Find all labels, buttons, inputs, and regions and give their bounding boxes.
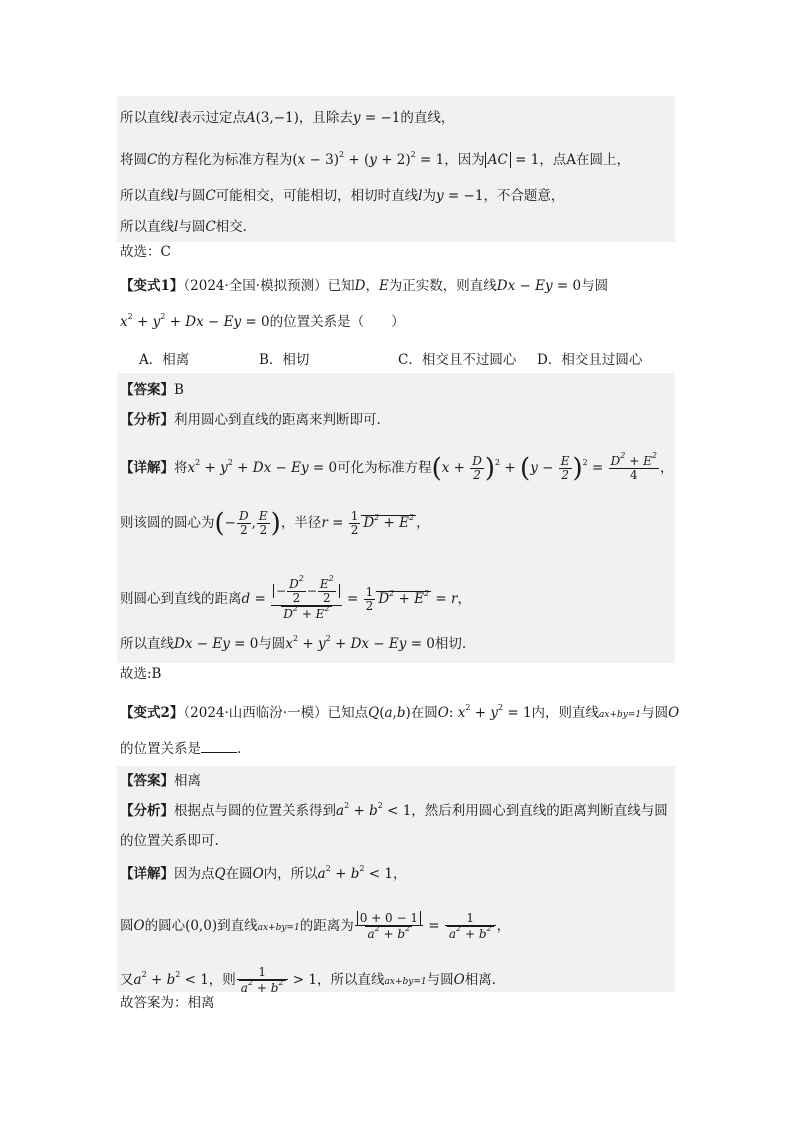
variant2-question-line-1: 【变式2】（2024·山西临汾·一模）已知点Q(a,b)在圆O: $x^2 + y^2 = 1$内，则直线ax+by=1与圆O [120,703,680,721]
variant1-question-line-2: $x^2 + y^2 + Dx - Ey = 0$的位置关系是（ ） [120,312,405,330]
option-d: D．相交且过圆心 [537,352,643,368]
variant1-detail-line-1: 【详解】将$x^2 + y^2 + Dx - Ey = 0$可化为标准方程(x + $\frac{D}{2}$ )$^2$ + (y − $\frac{E}{2}$ )$^2$ = $\frac{D^2 + E^2}{4}$ ， [120,451,674,484]
variant2-analysis-line-2: 的位置关系即可. [120,833,219,849]
variant2-detail-line-2: 圆O的圆心(0,0)到直线ax+by=1的距离为 $\frac{0 + 0 - 1}{a^2 + b^2}$ = $\frac{1}{a^2 + b^2}$ ， [120,911,511,941]
variant1-answer: 【答案】B [120,382,184,398]
variant2-detail-line-3: 又$a^2 + b^2 < 1$，则 $\frac{1}{a^2 + b^2}$ > 1，所以直线ax+by=1与圆O相离. [120,965,496,995]
final-answer: 故答案为：相离 [120,995,215,1011]
choice-2: 故选:B [120,666,162,682]
variant1-analysis: 【分析】利用圆心到直线的距离来判断即可. [120,412,381,428]
option-c: C．相交且不过圆心 [398,352,517,368]
option-a: A．相离 [139,352,190,368]
solution-line-2: 将圆C的方程化为标准方程为$(x - 3)^2 + (y + 2)^2 = 1$，因为 AC = 1，点A在圆上， [120,150,631,168]
variant2-question-line-2: 的位置关系是 . [120,741,242,757]
variant1-detail-line-3: 则圆心到直线的距离d = − $\frac{D^2}{2}$ − $\frac{E^2}{2}$ $D^2 + E^2$ = $\frac{1}{2}$ $D^2 + E^2 = r$， [120,574,471,621]
variant1-question-line-1: 【变式1】（2024·全国·模拟预测）已知D，E为正实数，则直线Dx − Ey = 0与圆 [120,278,609,294]
solution-line-1: 所以直线l表示过定点A(3,−1)，且除去y = −1的直线， [120,110,455,126]
variant1-detail-line-4: 所以直线Dx − Ey = 0与圆$x^2 + y^2 + Dx - Ey = 0$相切. [120,634,467,652]
variant1-detail-line-2: 则该圆的圆心为(− $\frac{D}{2}$ , $\frac{E}{2}$ )，半径r = $\frac{1}{2}$ $D^2 + E^2$ ， [120,508,430,539]
variant2-detail-line-1: 【详解】因为点Q在圆O内，所以$a^2 + b^2 < 1$， [120,864,407,882]
answer-blank [201,740,237,753]
solution-line-4: 所以直线l与圆C相交. [120,219,247,235]
choice-1: 故选：C [120,244,171,260]
variant2-answer: 【答案】相离 [120,773,201,789]
solution-line-3: 所以直线l与圆C可能相交，可能相切，相切时直线l为y = −1，不合题意， [120,188,565,204]
variant2-analysis-line-1: 【分析】根据点与圆的位置关系得到$a^2 + b^2 < 1$，然后利用圆心到直线的距离判断直线与圆 [120,801,668,819]
option-b: B．相切 [259,352,310,368]
